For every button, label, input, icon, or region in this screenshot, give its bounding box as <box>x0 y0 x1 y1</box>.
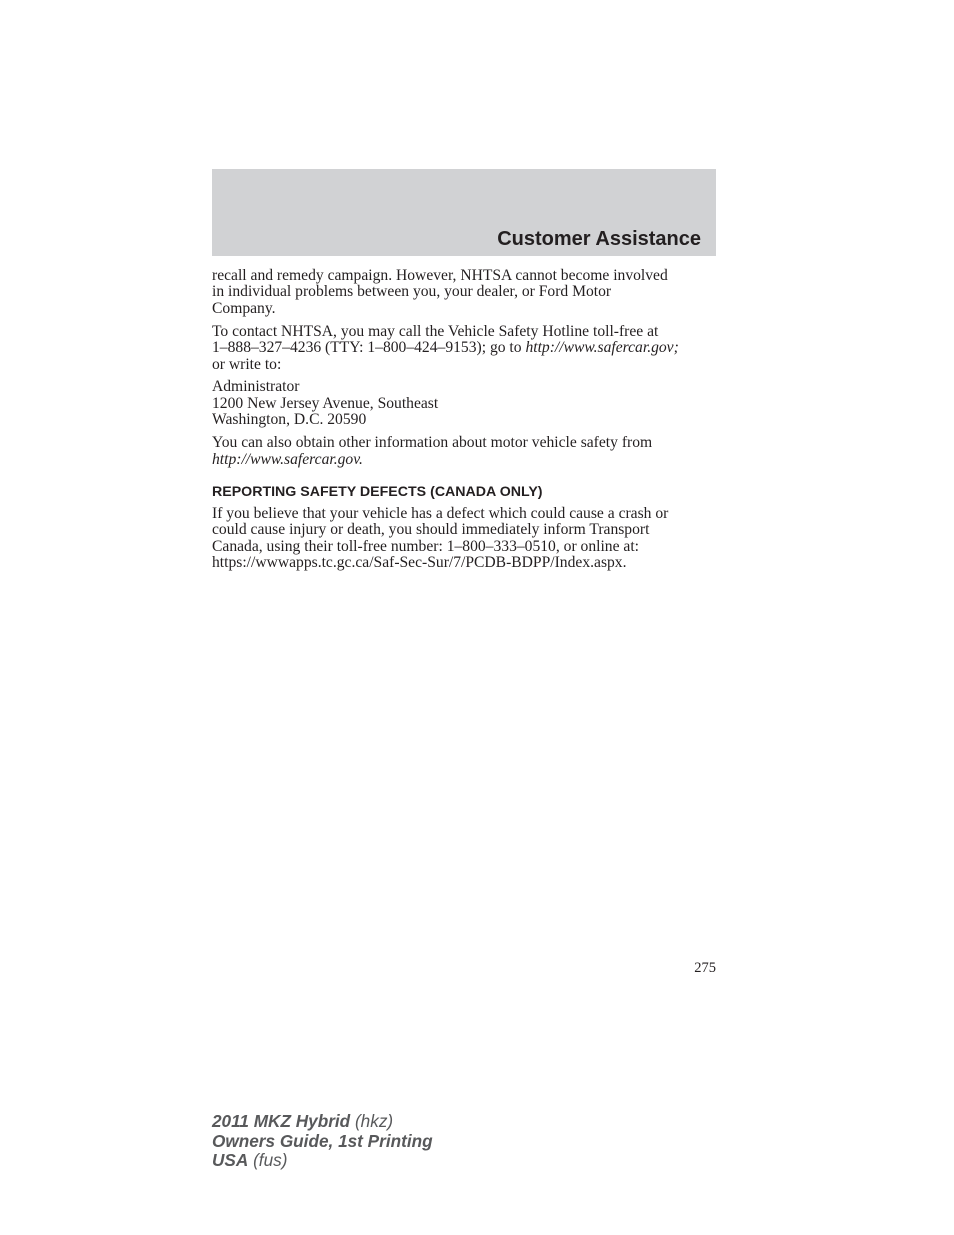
address-line: Administrator <box>212 378 300 396</box>
guide-edition: Owners Guide, 1st Printing <box>212 1130 433 1151</box>
paragraph-canada-defects <box>212 506 722 572</box>
paragraph-safety-info <box>212 435 722 468</box>
section-header-band <box>212 169 716 256</box>
paragraph-recall-campaign <box>212 268 722 317</box>
paragraph-contact-nhtsa <box>212 324 722 373</box>
safercar-link[interactable]: http://www.safercar.gov. <box>212 450 363 468</box>
model-name: 2011 MKZ Hybrid <box>212 1111 351 1131</box>
transport-canada-link[interactable]: https://wwwapps.tc.gc.ca/Saf-Sec-Sur/7/PCDB-BDPP/Index.aspx. <box>212 554 627 572</box>
text-line: in individual problems between you, your dealer, or Ford Motor <box>212 283 612 301</box>
footer-line <box>212 1151 433 1171</box>
address-line: 1200 New Jersey Avenue, Southeast <box>212 394 439 412</box>
model-code: (hkz) <box>354 1111 394 1131</box>
page-number: 275 <box>694 960 716 976</box>
footer-line <box>212 1132 433 1152</box>
text-fragment: 1–888–327–4236 (TTY: 1–800–424–9153); go to <box>212 339 526 357</box>
text-line <box>212 340 722 356</box>
footer-line <box>212 1112 433 1132</box>
text-line: If you believe that your vehicle has a defect which could cause a crash or <box>212 504 669 522</box>
text-line: Company. <box>212 299 276 317</box>
text-line: recall and remedy campaign. However, NHTSA cannot become involved <box>212 267 668 284</box>
section-title: Customer Assistance <box>497 228 701 250</box>
address-line: Washington, D.C. 20590 <box>212 411 367 429</box>
page-content <box>212 268 722 578</box>
safercar-link[interactable]: http://www.safercar.gov; <box>525 339 679 357</box>
text-line: Canada, using their toll-free number: 1–800–333–0510, or online at: <box>212 537 640 555</box>
text-line: or write to: <box>212 355 282 373</box>
text-line: To contact NHTSA, you may call the Vehicle Safety Hotline toll-free at <box>212 322 659 340</box>
text-line: You can also obtain other information about motor vehicle safety from <box>212 434 653 452</box>
section-heading: REPORTING SAFETY DEFECTS (CANADA ONLY) <box>212 483 543 500</box>
market-code: (fus) <box>253 1150 288 1170</box>
text-line: could cause injury or death, you should immediately inform Transport <box>212 521 650 539</box>
mailing-address <box>212 379 722 428</box>
market-name: USA <box>212 1150 249 1170</box>
footer-imprint <box>212 1112 433 1171</box>
